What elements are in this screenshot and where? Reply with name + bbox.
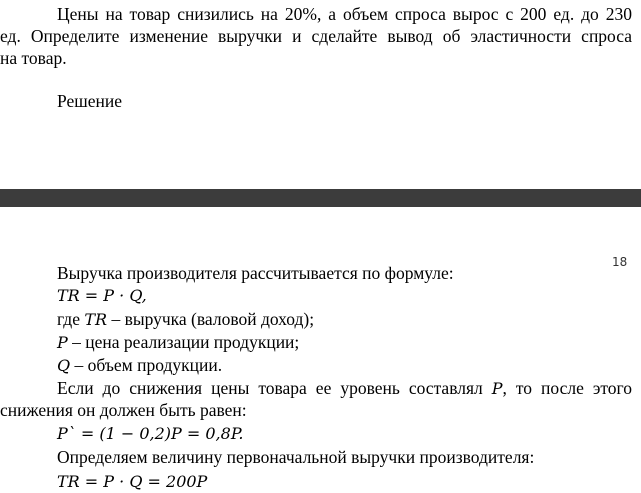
page-separator: [0, 189, 641, 207]
price-drop-prefix: Если до снижения цены товара ее уровень составлял: [57, 378, 492, 398]
problem-line-3: на товар.: [0, 48, 67, 68]
price-drop-symbol: P: [491, 379, 503, 398]
formula-new-price: P` = (1 − 0,2)P = 0,8P.: [57, 424, 244, 443]
definition-p-symbol: P: [57, 333, 68, 352]
definition-p-text: – цена реализации продукции;: [67, 332, 300, 352]
definition-q-text: – объем продукции.: [70, 355, 223, 375]
definition-q: [57, 354, 222, 377]
definition-tr-text: – выручка (валовой доход);: [107, 309, 315, 329]
problem-line-2: ед. Определите изменение выручки и сделайте вывод об эластичности спроса: [0, 26, 632, 46]
definition-tr-prefix: где: [57, 309, 85, 329]
solution-heading: Решение: [57, 91, 123, 111]
definition-tr-symbol: TR: [84, 310, 108, 329]
price-drop-line-2: снижения он должен быть равен:: [0, 400, 247, 420]
revenue-formula-intro: Выручка производителя рассчитывается по формуле:: [57, 263, 454, 283]
formula-initial-revenue: TR = P · Q = 200P: [57, 472, 208, 491]
page-number: 18: [612, 255, 628, 269]
price-drop-line-1: [57, 377, 632, 400]
problem-line-1: Цены на товар снизились на 20%, а объем спроса вырос с 200 ед. до 230: [57, 4, 632, 24]
initial-revenue-intro: Определяем величину первоначальной выручки производителя:: [57, 447, 535, 467]
formula-tr: TR = P · Q,: [57, 286, 147, 305]
definition-q-symbol: Q: [57, 356, 71, 375]
definition-p: [57, 331, 299, 354]
definition-tr: [57, 308, 314, 331]
price-drop-suffix: , то после этого: [502, 378, 633, 398]
